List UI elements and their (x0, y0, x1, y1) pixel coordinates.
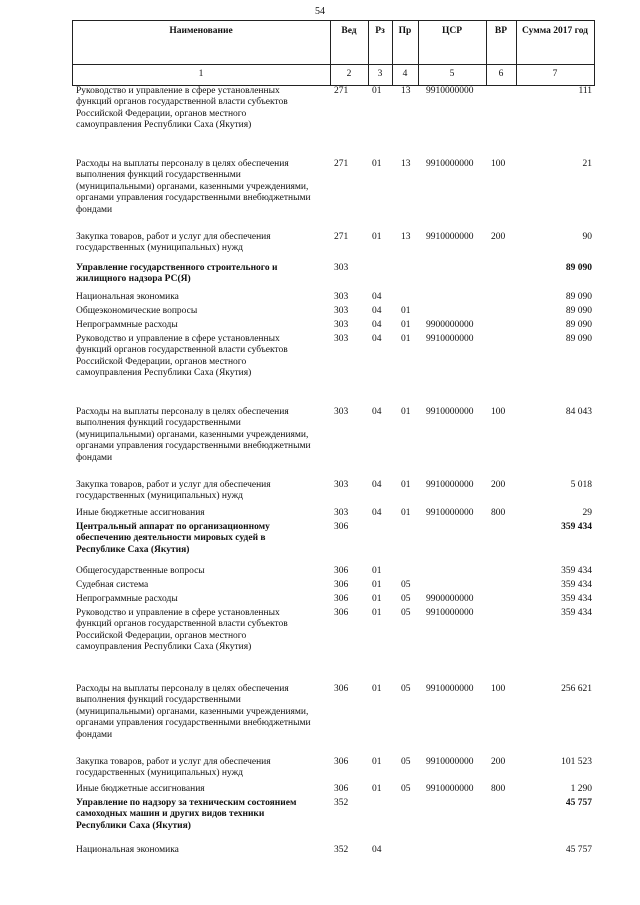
row-pr: 13 (401, 232, 411, 242)
row-name: Руководство и управление в сфере установленных функций органов государственной власти субъектов Российской Федерации, органов местного самоуправления Республики Саха (Якутия) (76, 334, 288, 379)
row-vr: 200 (491, 480, 506, 490)
row-sum: 256 621 (561, 684, 592, 694)
row-name: Управление государственного строительного и жилищного надзора РС(Я) (76, 263, 278, 285)
row-ved: 271 (334, 159, 349, 169)
row-name: Центральный аппарат по организационному обеспечению деятельности мировых судей в Республике Саха (Якутия) (76, 522, 270, 555)
row-sum: 90 (582, 232, 592, 242)
row-sum: 21 (582, 159, 592, 169)
row-ved: 306 (334, 757, 349, 767)
row-rz: 04 (372, 845, 382, 855)
row-csr: 9910000000 (426, 684, 474, 694)
row-csr: 9910000000 (426, 159, 474, 169)
table-header (72, 20, 594, 86)
row-sum: 89 090 (565, 320, 592, 330)
row-rz: 01 (372, 757, 382, 767)
row-name: Непрограммные расходы (76, 320, 178, 330)
header-ved: Вед (341, 26, 357, 36)
row-ved: 303 (334, 407, 349, 417)
column-number: 2 (346, 69, 352, 79)
row-ved: 306 (334, 580, 349, 590)
row-sum: 359 434 (561, 594, 592, 604)
row-pr: 05 (401, 594, 411, 604)
row-csr: 9910000000 (426, 608, 474, 618)
row-rz: 04 (372, 334, 382, 344)
row-rz: 01 (372, 232, 382, 242)
row-rz: 01 (372, 86, 382, 96)
column-number: 7 (552, 69, 558, 79)
row-ved: 306 (334, 522, 349, 532)
row-csr: 9900000000 (426, 320, 474, 330)
row-sum: 5 018 (570, 480, 592, 490)
row-name: Расходы на выплаты персоналу в целях обеспечения выполнения функций государственными (муниципальными) органами, казенными учреждениями, органами управления государственными внебюджетными фондами (76, 159, 311, 215)
row-name: Иные бюджетные ассигнования (76, 784, 205, 794)
row-name: Закупка товаров, работ и услуг для обеспечения государственных (муниципальных) нужд (76, 232, 271, 254)
row-name: Руководство и управление в сфере установленных функций органов государственной власти субъектов Российской Федерации, органов местного самоуправления Республики Саха (Якутия) (76, 86, 288, 131)
header-name: Наименование (169, 26, 233, 36)
row-pr: 05 (401, 684, 411, 694)
row-sum: 89 090 (565, 306, 592, 316)
row-rz: 01 (372, 566, 382, 576)
column-number: 4 (402, 69, 408, 79)
row-sum: 359 434 (561, 522, 592, 532)
row-sum: 45 757 (565, 845, 592, 855)
row-sum: 111 (578, 86, 592, 96)
header-pr: Пр (398, 26, 412, 36)
row-rz: 01 (372, 159, 382, 169)
row-ved: 303 (334, 508, 349, 518)
row-name: Общеэкономические вопросы (76, 306, 198, 316)
row-pr: 13 (401, 86, 411, 96)
row-ved: 303 (334, 334, 349, 344)
row-csr: 9900000000 (426, 594, 474, 604)
row-csr: 9910000000 (426, 407, 474, 417)
row-sum: 359 434 (561, 566, 592, 576)
header-csr: ЦСР (441, 26, 463, 36)
row-pr: 01 (401, 407, 411, 417)
row-pr: 01 (401, 508, 411, 518)
row-vr: 100 (491, 407, 506, 417)
row-vr: 100 (491, 684, 506, 694)
row-rz: 01 (372, 580, 382, 590)
row-ved: 306 (334, 684, 349, 694)
row-ved: 306 (334, 594, 349, 604)
column-number: 5 (449, 69, 455, 79)
row-rz: 04 (372, 292, 382, 302)
row-sum: 89 090 (565, 263, 592, 273)
row-rz: 04 (372, 320, 382, 330)
row-sum: 1 290 (570, 784, 592, 794)
row-pr: 05 (401, 784, 411, 794)
row-ved: 303 (334, 480, 349, 490)
row-rz: 01 (372, 784, 382, 794)
header-rz: Рз (375, 26, 385, 36)
row-vr: 100 (491, 159, 506, 169)
row-pr: 05 (401, 757, 411, 767)
row-sum: 89 090 (565, 334, 592, 344)
column-number: 3 (377, 69, 383, 79)
row-name: Закупка товаров, работ и услуг для обеспечения государственных (муниципальных) нужд (76, 480, 271, 502)
row-name: Национальная экономика (76, 292, 179, 302)
row-name: Общегосударственные вопросы (76, 566, 205, 576)
row-csr: 9910000000 (426, 334, 474, 344)
column-number: 1 (198, 69, 204, 79)
row-sum: 101 523 (561, 757, 592, 767)
row-ved: 303 (334, 263, 349, 273)
row-rz: 04 (372, 480, 382, 490)
row-pr: 01 (401, 320, 411, 330)
row-sum: 29 (582, 508, 592, 518)
column-number: 6 (498, 69, 504, 79)
row-vr: 800 (491, 784, 506, 794)
row-csr: 9910000000 (426, 784, 474, 794)
row-rz: 04 (372, 306, 382, 316)
row-name: Расходы на выплаты персоналу в целях обеспечения выполнения функций государственными (муниципальными) органами, казенными учреждениями, органами управления государственными внебюджетными фондами (76, 407, 311, 463)
row-csr: 9910000000 (426, 232, 474, 242)
row-pr: 01 (401, 306, 411, 316)
row-name: Непрограммные расходы (76, 594, 178, 604)
row-vr: 200 (491, 757, 506, 767)
row-ved: 306 (334, 608, 349, 618)
row-ved: 306 (334, 566, 349, 576)
row-sum: 84 043 (565, 407, 592, 417)
row-ved: 271 (334, 232, 349, 242)
row-ved: 352 (334, 845, 349, 855)
row-pr: 01 (401, 480, 411, 490)
header-sum: Сумма 2017 год (522, 26, 588, 36)
row-sum: 359 434 (561, 608, 592, 618)
row-name: Расходы на выплаты персоналу в целях обеспечения выполнения функций государственными (муниципальными) органами, казенными учреждениями, органами управления государственными внебюджетными фондами (76, 684, 311, 740)
row-name: Управление по надзору за техническим состоянием самоходных машин и других видов техники Республики Саха (Якутия) (76, 798, 297, 831)
row-pr: 01 (401, 334, 411, 344)
row-csr: 9910000000 (426, 508, 474, 518)
row-rz: 04 (372, 508, 382, 518)
row-rz: 01 (372, 684, 382, 694)
row-ved: 306 (334, 784, 349, 794)
row-name: Национальная экономика (76, 845, 179, 855)
row-pr: 05 (401, 580, 411, 590)
row-csr: 9910000000 (426, 480, 474, 490)
row-rz: 01 (372, 594, 382, 604)
row-rz: 04 (372, 407, 382, 417)
row-ved: 352 (334, 798, 349, 808)
row-sum: 89 090 (565, 292, 592, 302)
row-csr: 9910000000 (426, 757, 474, 767)
row-ved: 303 (334, 320, 349, 330)
row-ved: 271 (334, 86, 349, 96)
row-ved: 303 (334, 306, 349, 316)
row-ved: 303 (334, 292, 349, 302)
row-csr: 9910000000 (426, 86, 474, 96)
row-name: Судебная система (76, 580, 149, 590)
row-sum: 45 757 (565, 798, 592, 808)
row-pr: 05 (401, 608, 411, 618)
row-vr: 200 (491, 232, 506, 242)
header-vr: ВР (494, 26, 508, 36)
row-name: Закупка товаров, работ и услуг для обеспечения государственных (муниципальных) нужд (76, 757, 271, 779)
row-vr: 800 (491, 508, 506, 518)
row-rz: 01 (372, 608, 382, 618)
page-number: 54 (315, 6, 325, 17)
row-sum: 359 434 (561, 580, 592, 590)
row-name: Иные бюджетные ассигнования (76, 508, 205, 518)
row-pr: 13 (401, 159, 411, 169)
row-name: Руководство и управление в сфере установленных функций органов государственной власти субъектов Российской Федерации, органов местного самоуправления Республики Саха (Якутия) (76, 608, 288, 653)
